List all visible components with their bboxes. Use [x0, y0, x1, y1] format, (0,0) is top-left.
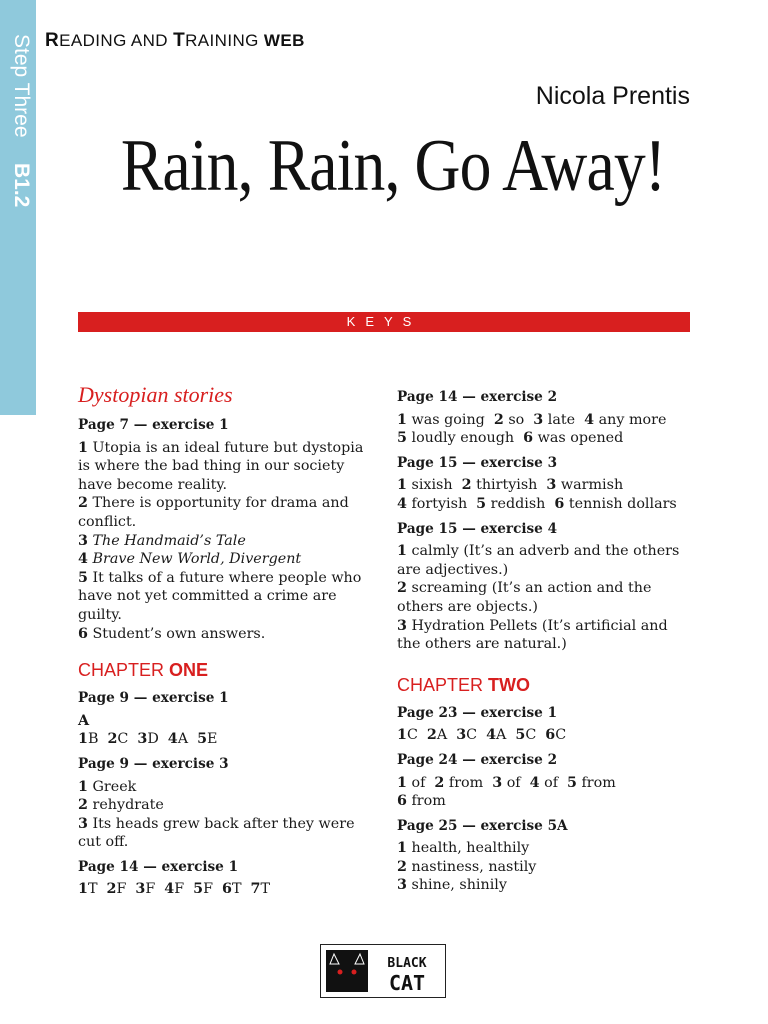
answer-text: Utopia is an ideal future but dystopia is where the bad thing in our society have become reality. [78, 439, 364, 493]
answer-item [78, 815, 374, 852]
answer-number: 4 [78, 551, 88, 568]
exercise-heading: Page 24 — exercise 2 [397, 751, 558, 768]
answer-text: F [174, 881, 185, 898]
answer-number: 6 [523, 430, 534, 447]
answer-item [78, 778, 374, 797]
answer-text: C [406, 727, 418, 744]
answer-number: 3 [397, 617, 407, 634]
answer-text: late [543, 411, 576, 428]
answer-number: 4 [397, 495, 407, 512]
answer-line [397, 495, 693, 514]
exercise-heading: Page 14 — exercise 2 [397, 389, 558, 405]
series-initial-r: R [45, 30, 60, 51]
exercise-heading: Page 15 — exercise 4 [397, 520, 558, 537]
exercise-heading: Page 23 — exercise 1 [397, 704, 558, 721]
answer-number: 2 [106, 881, 117, 898]
answer-number: 2 [434, 774, 445, 791]
answer-text: Its heads grew back after they were cut off. [78, 815, 355, 851]
series-word-web: WEB [263, 31, 305, 50]
series-word-training: RAINING [185, 31, 264, 50]
answer-number: 6 [78, 625, 88, 642]
left-column [78, 382, 374, 899]
answer-item [78, 625, 374, 644]
answer-number: 4 [529, 774, 540, 791]
answer-number: 6 [397, 793, 407, 810]
answer-number: 5 [476, 495, 487, 512]
answer-number: 1 [78, 778, 88, 795]
step-label: Step Three [10, 34, 33, 138]
answer-number: 3 [135, 881, 146, 898]
exercise-part-label: A [78, 712, 90, 729]
answer-line [78, 730, 374, 749]
answer-item [78, 796, 374, 815]
answer-number: 6 [545, 727, 556, 744]
answer-text: health, healthily [406, 840, 530, 857]
answer-item [78, 439, 374, 495]
answer-number: 2 [493, 411, 504, 428]
answer-line [397, 774, 693, 793]
answer-number: 1 [397, 840, 407, 857]
chapter-word: CHAPTER [397, 674, 489, 695]
series-initial-t: T [173, 30, 186, 51]
answer-number: 2 [78, 495, 88, 512]
logo-text-cat: CAT [388, 971, 426, 995]
answer-number: 4 [164, 881, 175, 898]
answer-number: 1 [78, 439, 88, 456]
answer-number: 4 [584, 411, 595, 428]
section-title: Dystopian stories [78, 382, 233, 407]
answer-text: The Handmaid’s Tale [87, 532, 246, 549]
answer-number: 1 [397, 543, 407, 560]
answer-item [397, 617, 693, 654]
answer-item [397, 579, 693, 616]
answer-line [397, 792, 693, 811]
answer-number: 4 [167, 731, 178, 748]
answer-text: C [525, 727, 537, 744]
answer-item [397, 542, 693, 579]
answer-list [78, 778, 374, 852]
answer-number: 5 [515, 727, 526, 744]
author-name: Nicola Prentis [535, 82, 690, 110]
answer-text: It talks of a future where people who have not yet committed a crime are guilty. [78, 569, 362, 623]
chapter-heading [78, 659, 374, 681]
answer-text: from [576, 774, 616, 791]
answer-number: 6 [222, 881, 232, 898]
answer-line [397, 429, 693, 448]
answer-number: 5 [567, 774, 577, 791]
answer-text: shine, shinily [406, 877, 507, 894]
answer-text: F [116, 881, 127, 898]
answer-number: 5 [193, 881, 204, 898]
answer-number: 2 [78, 797, 88, 814]
answer-text: was opened [533, 430, 624, 447]
answer-number: 6 [554, 495, 565, 512]
level-label: B1.2 [10, 163, 33, 208]
answer-text: from [406, 793, 446, 810]
answer-text: F [203, 881, 213, 898]
chapter-number: TWO [488, 674, 531, 695]
answer-item [78, 494, 374, 531]
answer-text: Brave New World, Divergent [87, 551, 302, 568]
exercise-heading: Page 9 — exercise 1 [78, 690, 229, 707]
answer-number: 2 [426, 727, 437, 744]
answer-number: 1 [397, 477, 407, 494]
right-column [397, 388, 693, 895]
answer-list [397, 839, 693, 895]
answer-number: 2 [107, 731, 118, 748]
answer-line [397, 411, 693, 430]
answer-number: 2 [397, 858, 407, 875]
answer-number: 3 [533, 411, 544, 428]
answer-text: was going [406, 411, 485, 428]
answer-text: from [444, 774, 484, 791]
answer-number: 3 [137, 731, 148, 748]
answer-number: 4 [486, 727, 497, 744]
answer-line [78, 880, 374, 899]
answer-text: E [207, 731, 218, 748]
answer-text: T [87, 881, 98, 898]
answer-item [78, 550, 374, 569]
answer-item [397, 839, 693, 858]
sidebar-label [3, 34, 33, 244]
answer-text: reddish [486, 495, 546, 512]
answer-text: screaming (It’s an action and the others are objects.) [397, 580, 652, 615]
sidebar-band [0, 0, 36, 415]
answer-number: 1 [78, 881, 88, 898]
answer-text: of [502, 774, 521, 791]
answer-text: D [147, 731, 159, 748]
answer-item [78, 569, 374, 625]
answer-list [78, 439, 374, 644]
answer-text: any more [594, 411, 667, 428]
keys-banner: KEYS [78, 312, 690, 332]
answer-text: A [496, 727, 507, 744]
answer-number: 3 [456, 727, 467, 744]
answer-number: 3 [397, 877, 407, 894]
answer-text: C [117, 731, 129, 748]
answer-text: rehydrate [87, 797, 164, 814]
series-name [45, 30, 305, 52]
chapter-word: CHAPTER [78, 660, 170, 681]
answer-text: T [260, 881, 270, 898]
answer-line [397, 476, 693, 495]
answer-text: Student’s own answers. [87, 625, 266, 642]
exercise-heading: Page 7 — exercise 1 [78, 417, 229, 433]
book-title: Rain, Rain, Go Away! [120, 125, 666, 207]
answer-text: calmly (It’s an adverb and the others are adjectives.) [397, 543, 680, 578]
answer-text: warmish [556, 477, 624, 494]
answer-number: 1 [397, 774, 407, 791]
answer-text: so [503, 411, 525, 428]
answer-text: A [177, 731, 189, 748]
answer-number: 3 [492, 774, 503, 791]
answer-text: B [87, 731, 99, 748]
answer-text: F [145, 881, 156, 898]
answer-line [397, 726, 693, 745]
answer-item [78, 532, 374, 551]
chapter-heading [397, 674, 693, 696]
answer-number: 3 [546, 477, 557, 494]
logo-text-black: BLACK [387, 956, 427, 971]
answer-list [397, 542, 693, 654]
answer-number: 2 [461, 477, 472, 494]
answer-number: 5 [78, 569, 88, 586]
exercise-heading: Page 14 — exercise 1 [78, 858, 239, 875]
answer-text: There is opportunity for drama and conflict. [78, 495, 349, 530]
answer-number: 3 [78, 815, 88, 832]
answer-text: A [436, 727, 448, 744]
answer-number: 1 [397, 411, 407, 428]
answer-text: Hydration Pellets (It’s artificial and the others are natural.) [397, 617, 668, 653]
answer-text: T [231, 881, 242, 898]
answer-text: fortyish [406, 495, 468, 512]
answer-number: 1 [397, 727, 407, 744]
answer-text: of [539, 774, 559, 791]
series-word-reading: EADING AND [59, 31, 174, 50]
answer-text: tennish dollars [564, 495, 677, 512]
black-cat-logo [320, 944, 446, 998]
chapter-number: ONE [169, 660, 209, 681]
answer-text: sixish [406, 477, 453, 494]
answer-number: 5 [397, 430, 407, 447]
exercise-heading: Page 15 — exercise 3 [397, 454, 558, 471]
answer-number: 3 [78, 532, 88, 549]
answer-text: nastiness, nastily [406, 858, 537, 875]
answer-number: 2 [397, 580, 407, 597]
answer-text: loudly enough [406, 430, 515, 447]
answer-text: Greek [87, 778, 137, 795]
answer-text: C [466, 727, 478, 744]
answer-item [397, 858, 693, 877]
answer-number: 1 [78, 731, 88, 748]
answer-text: C [555, 727, 567, 744]
exercise-heading: Page 9 — exercise 3 [78, 755, 229, 772]
answer-number: 5 [197, 731, 208, 748]
exercise-heading: Page 25 — exercise 5A [397, 817, 568, 834]
answer-number: 7 [250, 881, 261, 898]
answer-item [397, 876, 693, 895]
answer-text: thirtyish [471, 477, 538, 494]
answer-text: of [406, 774, 426, 791]
